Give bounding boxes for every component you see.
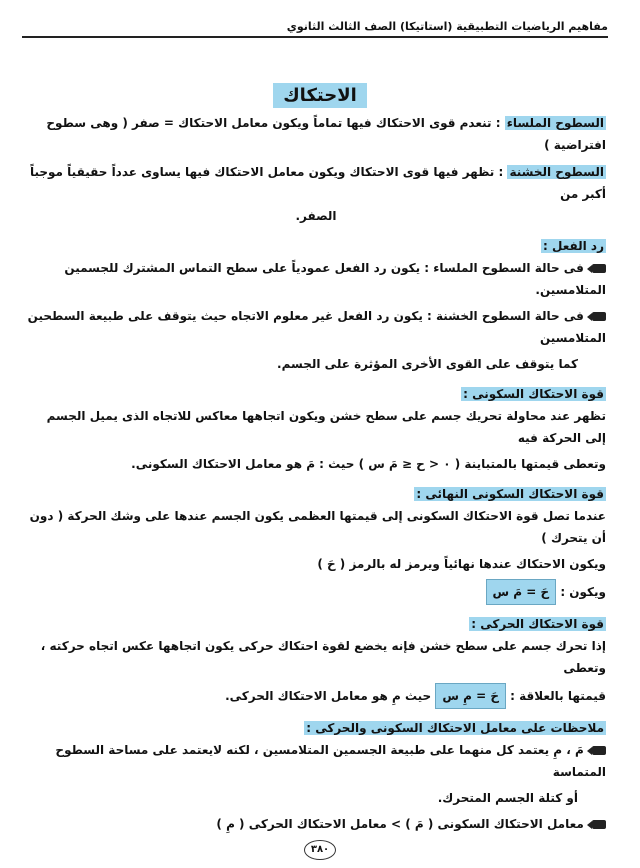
arrow-bullet-icon (592, 312, 606, 321)
smooth-label: السطوح الملساء (506, 116, 604, 130)
rough-text-2: الصفر. (295, 209, 337, 223)
static-heading: قوة الاحتكاك السكونى : (463, 387, 604, 401)
reaction-rough-2: كما يتوقف على القوى الأخرى المؤثرة على الجسم. (277, 357, 578, 371)
arrow-bullet-icon (592, 746, 606, 755)
arrow-bullet-icon (592, 264, 606, 273)
page-number: ٣٨٠ (304, 840, 336, 860)
kinetic-text-2 (26, 683, 606, 709)
note-1b: أو كتلة الجسم المتحرك. (437, 791, 578, 805)
notes-heading: ملاحظات على معامل الاحتكاك السكونى والحركى : (306, 721, 604, 735)
static-text-1: تظهر عند محاولة تحريك جسم على سطح خشن ويكون اتجاهها معاكس للاتجاه الذى يميل الجسم إلى الحركة فيه (46, 409, 606, 445)
note-2-text: معامل الاحتكاك السكونى ( مَ ) > معامل الاحتكاك الحركى ( مِ ) (216, 817, 584, 831)
kinetic-text-1: إذا تحرك جسم على سطح خشن فإنه يخضع لقوة احتكاك حركى يكون اتجاهها عكس اتجاه حركته ، وتعطى (40, 639, 606, 675)
reaction-smooth (26, 257, 606, 301)
smooth-text: : تنعدم قوى الاحتكاك فيها تماماً ويكون معامل الاحتكاك = صفر ( وهى سطوح افتراضية ) (46, 116, 606, 152)
static-friction-section (26, 383, 606, 475)
smooth-surfaces (26, 112, 606, 156)
static-text-2: وتعطى قيمتها بالمتباينة ( ٠ < ح ≤ مَ س ) حيث : مَ هو معامل الاحتكاك السكونى. (131, 457, 606, 471)
kinetic-friction-section (26, 613, 606, 709)
rough-label: السطوح الخشنة (509, 165, 604, 179)
kinetic-formula: حَ = مِ س (435, 683, 506, 709)
limiting-text-2: ويكون الاحتكاك عندها نهائياً ويرمز له بالرمز ( حَ ) (317, 557, 606, 571)
limiting-friction-section (26, 483, 606, 605)
kinetic-heading: قوة الاحتكاك الحركى : (471, 617, 604, 631)
header-text: مفاهيم الرياضيات التطبيقية (استاتيكا) الصف الثالث الثانوي (286, 20, 608, 33)
rough-surfaces (26, 161, 606, 227)
notes-section (26, 717, 606, 835)
arrow-bullet-icon (592, 820, 606, 829)
reaction-rough (26, 305, 606, 349)
limiting-formula-prefix: ويكون : (560, 585, 606, 599)
kinetic-text-2-prefix: قيمتها بالعلاقة : (510, 689, 606, 703)
limiting-formula: حَ = مَ س (486, 579, 557, 605)
rough-text: : تظهر فيها قوى الاحتكاك ويكون معامل الاحتكاك فيها يساوى عدداً حقيقياً موجباً أكبر من (29, 165, 606, 201)
limiting-formula-line (26, 579, 606, 605)
kinetic-text-2-suffix: حيث مِ هو معامل الاحتكاك الحركى. (225, 689, 432, 703)
limiting-text-1: عندما تصل قوة الاحتكاك السكونى إلى قيمتها العظمى يكون الجسم عندها على وشك الحركة ( دون أن يتحرك ) (29, 509, 606, 545)
reaction-section (26, 235, 606, 375)
page-title (0, 83, 640, 108)
reaction-heading: رد الفعل : (543, 239, 604, 253)
content (26, 112, 606, 839)
title-text: الاحتكاك (273, 83, 367, 108)
limiting-heading: قوة الاحتكاك السكونى النهائى : (416, 487, 604, 501)
note-1-text: مَ ، مِ يعتمد كل منهما على طبيعة الجسمين المتلامسين ، لكنه لايعتمد على مساحة السطوح المتماسة (55, 743, 606, 779)
reaction-smooth-text: فى حالة السطوح الملساء : يكون رد الفعل عمودياً على سطح التماس المشترك للجسمين المتلامسين. (64, 261, 606, 297)
note-2 (26, 813, 606, 835)
reaction-rough-text: فى حالة السطوح الخشنة : يكون رد الفعل غير معلوم الاتجاه حيث يتوقف على طبيعة السطحين المتلامسين (27, 309, 606, 345)
page-header (22, 10, 608, 38)
note-1 (26, 739, 606, 783)
